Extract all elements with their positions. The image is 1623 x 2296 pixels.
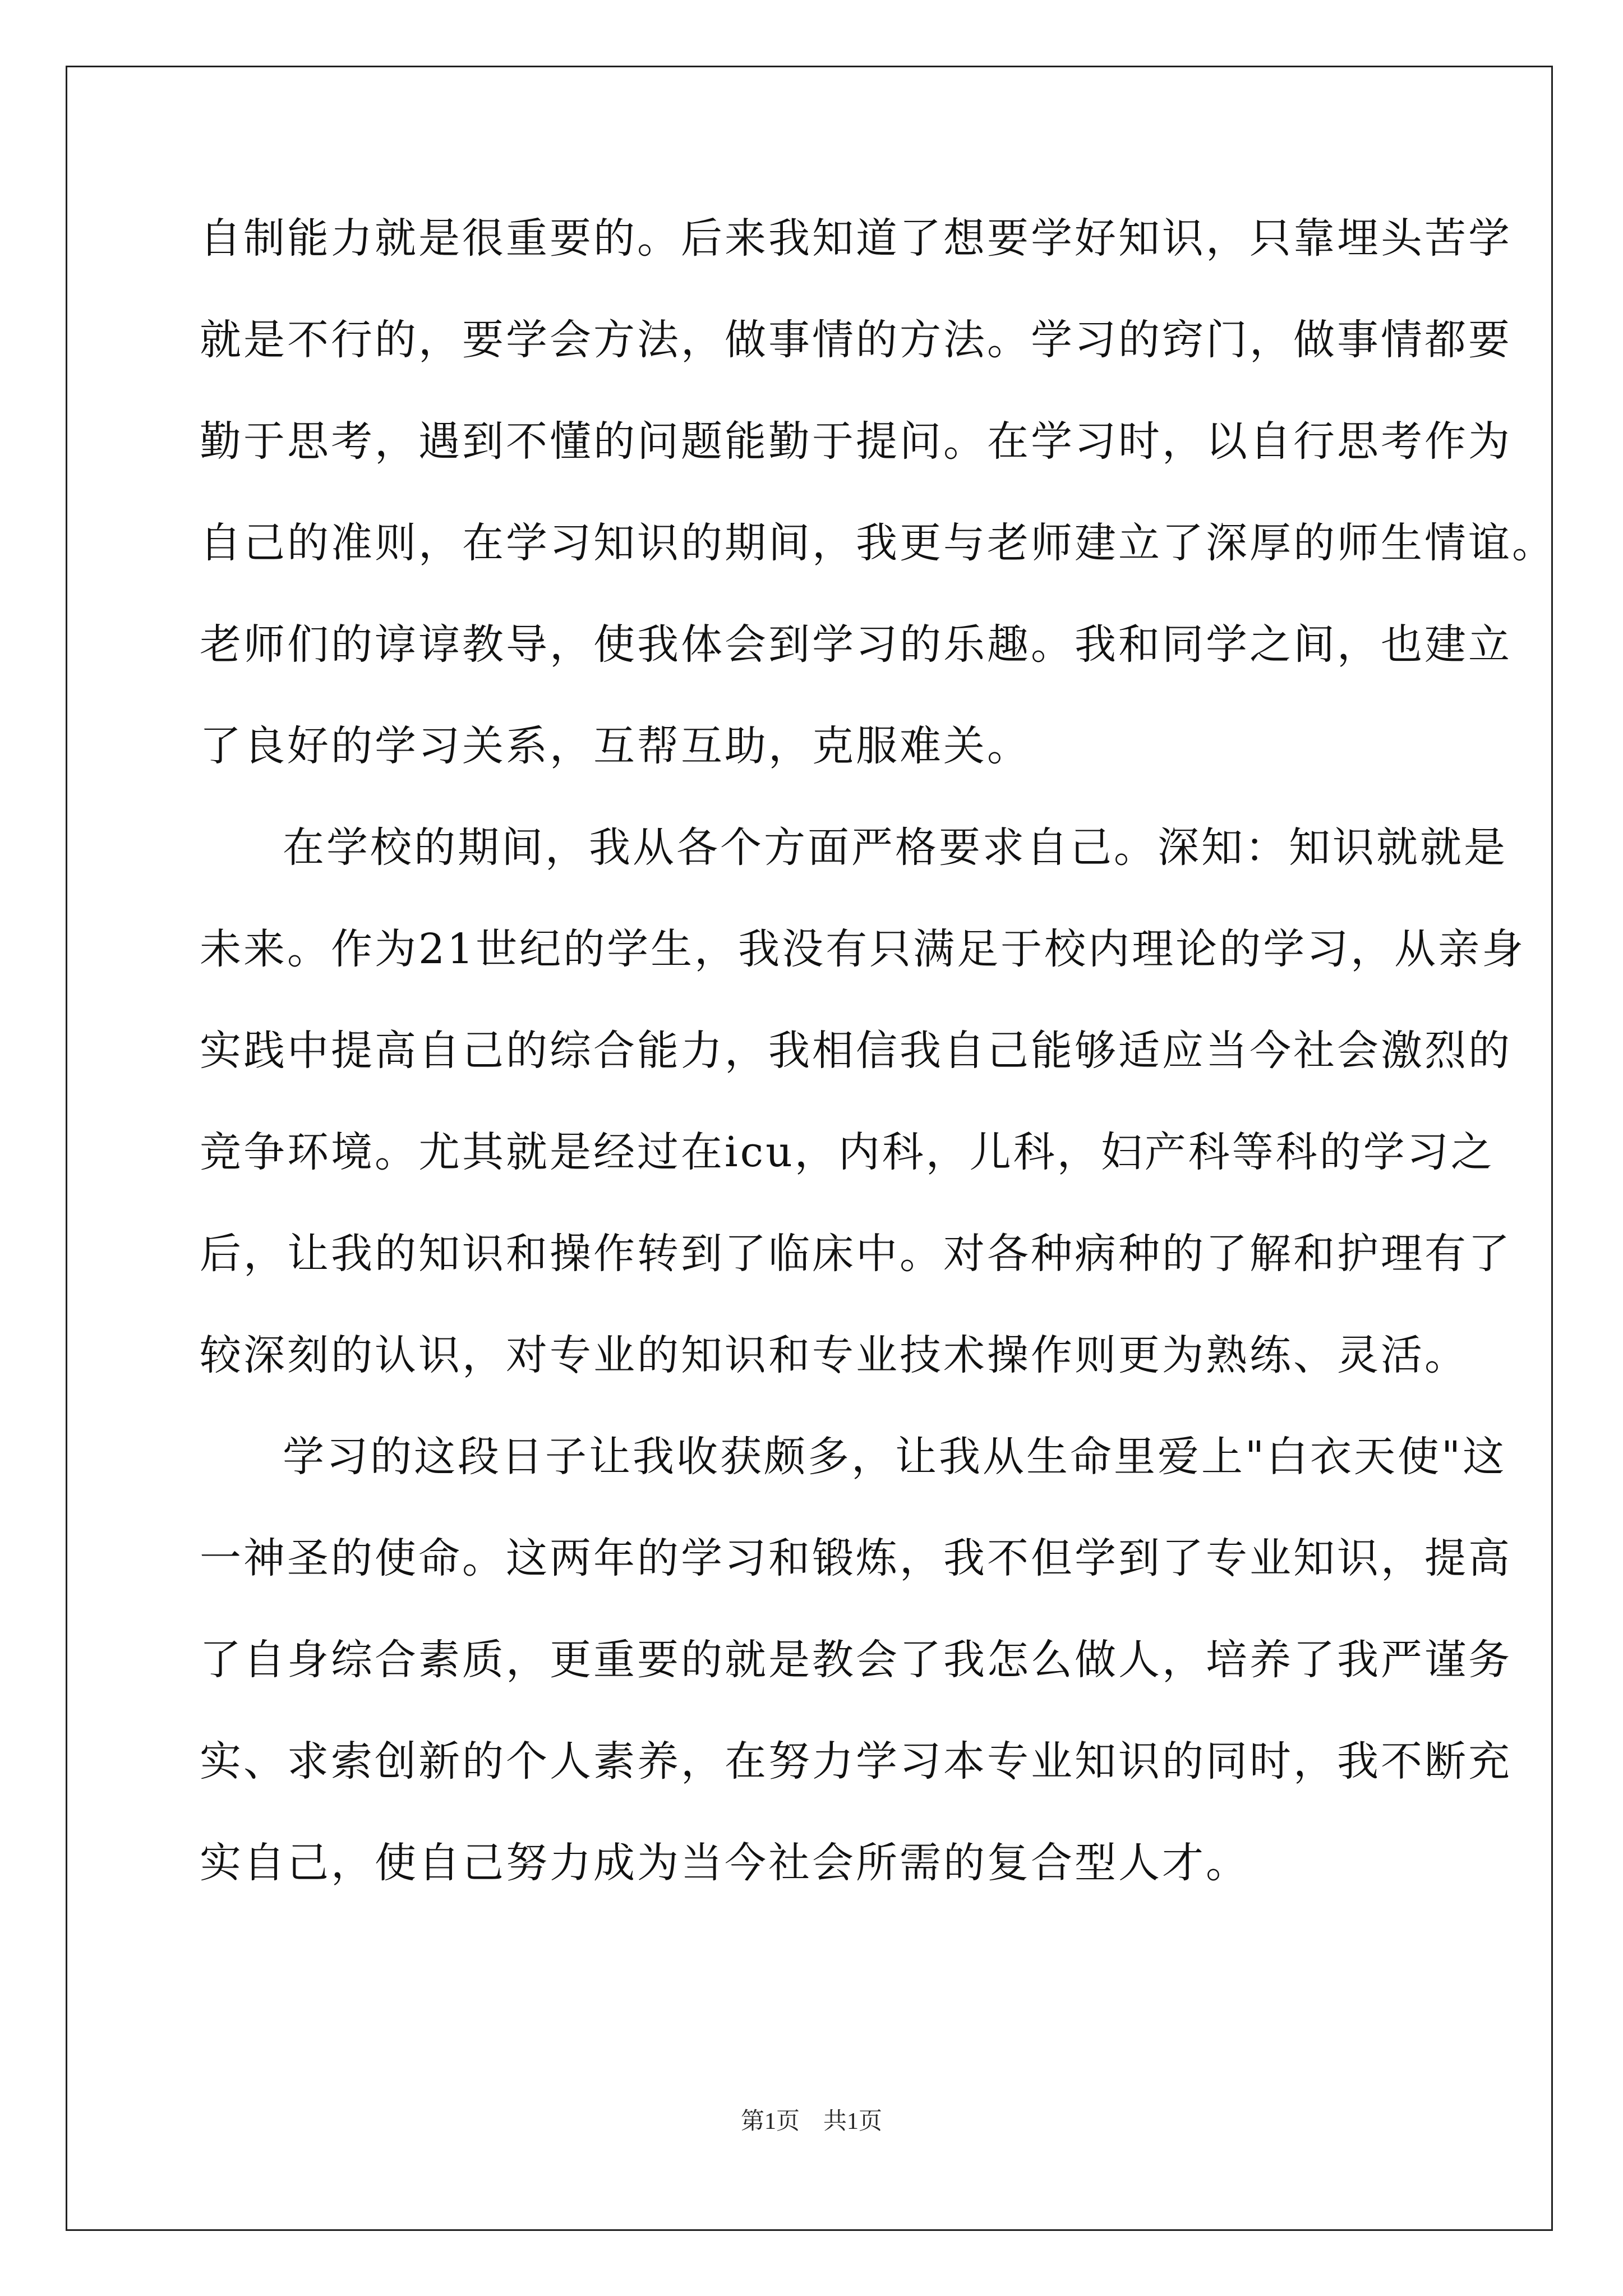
paragraph-2-line-5: 后，让我的知识和操作转到了临床中。对各种病种的了解和护理有了 <box>200 1230 1512 1278</box>
paragraph-1-line-1: 自制能力就是很重要的。后来我知道了想要学好知识，只靠埋头苦学 <box>200 214 1512 263</box>
paragraph-1-line-6: 了良好的学习关系，互帮互助，克服难关。 <box>200 722 1031 770</box>
paragraph-2-line-4: 竞争环境。尤其就是经过在icu，内科，儿科，妇产科等科的学习之 <box>200 1128 1495 1176</box>
paragraph-2-line-2: 未来。作为21世纪的学生，我没有只满足于校内理论的学习，从亲身 <box>200 925 1526 973</box>
paragraph-3-line-3: 了自身综合素质，更重要的就是教会了我怎么做人，培养了我严谨务 <box>200 1636 1512 1684</box>
paragraph-2-line-3: 实践中提高自己的综合能力，我相信我自己能够适应当今社会激烈的 <box>200 1027 1512 1075</box>
paragraph-1-line-4: 自己的准则，在学习知识的期间，我更与老师建立了深厚的师生情谊。 <box>200 519 1556 567</box>
paragraph-3-line-2: 一神圣的使命。这两年的学习和锻炼，我不但学到了专业知识，提高 <box>200 1534 1512 1582</box>
document-body <box>200 213 1556 1939</box>
paragraph-2-line-1: 在学校的期间，我从各个方面严格要求自己。深知：知识就就是 <box>283 823 1507 872</box>
paragraph-3-line-1: 学习的这段日子让我收获颇多，让我从生命里爱上"白衣天使"这 <box>283 1433 1507 1481</box>
paragraph-1-line-2: 就是不行的，要学会方法，做事情的方法。学习的窍门，做事情都要 <box>200 316 1512 364</box>
paragraph-1-line-3: 勤于思考，遇到不懂的问题能勤于提问。在学习时，以自行思考作为 <box>200 417 1512 466</box>
paragraph-2-line-6: 较深刻的认识，对专业的知识和专业技术操作则更为熟练、灵活。 <box>200 1331 1468 1379</box>
paragraph-3-line-4: 实、求索创新的个人素养，在努力学习本专业知识的同时，我不断充 <box>200 1737 1512 1786</box>
paragraph-3-line-5: 实自己，使自己努力成为当今社会所需的复合型人才。 <box>200 1839 1249 1887</box>
paragraph-1-line-5: 老师们的谆谆教导，使我体会到学习的乐趣。我和同学之间，也建立 <box>200 620 1512 669</box>
page-number-footer: 第1页 共1页 <box>740 2109 882 2134</box>
